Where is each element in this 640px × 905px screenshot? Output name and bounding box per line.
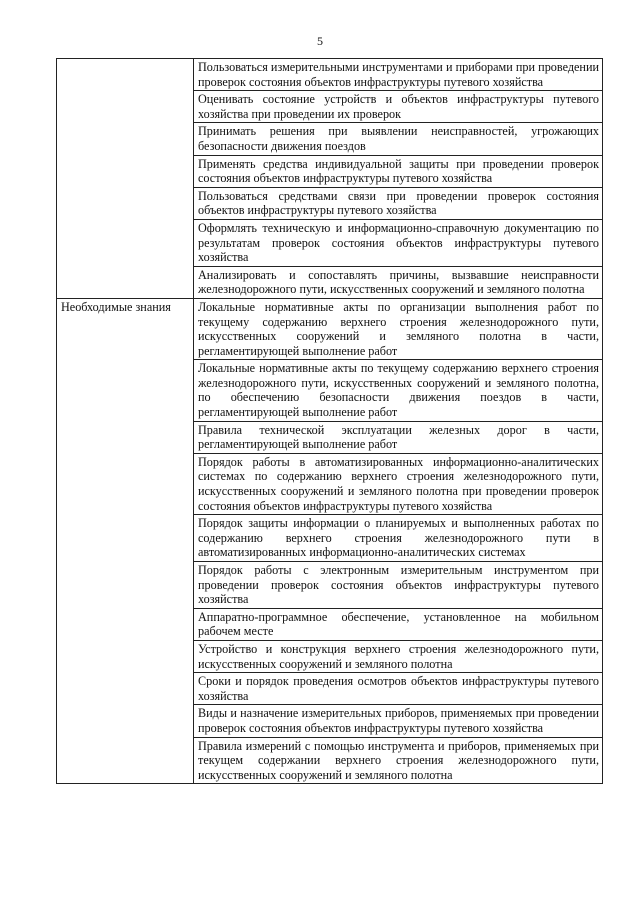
table-row [57, 298, 603, 359]
knowledge-item: Виды и назначение измерительных приборов, применяемых при проведении проверок состояния объектов инфраструктуры путевого хозяйства [194, 705, 603, 737]
knowledge-item: Сроки и порядок проведения осмотров объектов инфраструктуры путевого хозяйства [194, 673, 603, 705]
knowledge-item: Правила измерений с помощью инструмента и приборов, применяемых при текущем содержании верхнего строения железнодорожного пути, искусственных сооружений и земляного полотна [194, 737, 603, 784]
knowledge-item: Порядок работы в автоматизированных информационно-аналитических системах по содержанию верхнего строения железнодорожного пути, искусственных сооружений и земляного полотна при проведении проверок состояния объектов инфраструктуры путевого хозяйства [194, 453, 603, 514]
skill-item: Применять средства индивидуальной защиты при проведении проверок состояния объектов инфраструктуры путевого хозяйства [194, 155, 603, 187]
knowledge-item: Локальные нормативные акты по организации выполнения работ по текущему содержанию верхнего строения железнодорожного пути, искусственных сооружений и земляного полотна в части, регламентирующей выполнение работ [194, 298, 603, 359]
skill-item: Оценивать состояние устройств и объектов инфраструктуры путевого хозяйства при проведении их проверок [194, 91, 603, 123]
skill-item: Пользоваться средствами связи при проведении проверок состояния объектов инфраструктуры путевого хозяйства [194, 187, 603, 219]
table-row [57, 59, 603, 91]
section-label-empty [57, 59, 194, 299]
knowledge-item: Порядок защиты информации о планируемых и выполненных работах по содержанию верхнего строения железнодорожного пути в автоматизированных информационно-аналитических системах [194, 515, 603, 562]
knowledge-item: Устройство и конструкция верхнего строения железнодорожного пути, искусственных сооружений и земляного полотна [194, 640, 603, 672]
skill-item: Пользоваться измерительными инструментами и приборами при проведении проверок состояния объектов инфраструктуры путевого хозяйства [194, 59, 603, 91]
knowledge-item: Локальные нормативные акты по текущему содержанию верхнего строения железнодорожного пути, искусственных сооружений и земляного полотна, по обеспечению безопасности движения поездов в части, регламентирующей выполнение работ [194, 360, 603, 421]
knowledge-item: Порядок работы с электронным измерительным инструментом при проведении проверок состояния объектов инфраструктуры путевого хозяйства [194, 562, 603, 609]
knowledge-item: Правила технической эксплуатации железных дорог в части, регламентирующей выполнение работ [194, 421, 603, 453]
skill-item: Принимать решения при выявлении неисправностей, угрожающих безопасности движения поездов [194, 123, 603, 155]
section-label-knowledge: Необходимые знания [57, 298, 194, 783]
skill-item: Анализировать и сопоставлять причины, вызвавшие неисправности железнодорожного пути, искусственных сооружений и земляного полотна [194, 266, 603, 298]
knowledge-item: Аппаратно-программное обеспечение, установленное на мобильном рабочем месте [194, 608, 603, 640]
skill-item: Оформлять техническую и информационно-справочную документацию по результатам проверок состояния объектов инфраструктуры путевого хозяйства [194, 219, 603, 266]
requirements-table [56, 58, 603, 784]
page-number: 5 [317, 34, 323, 48]
